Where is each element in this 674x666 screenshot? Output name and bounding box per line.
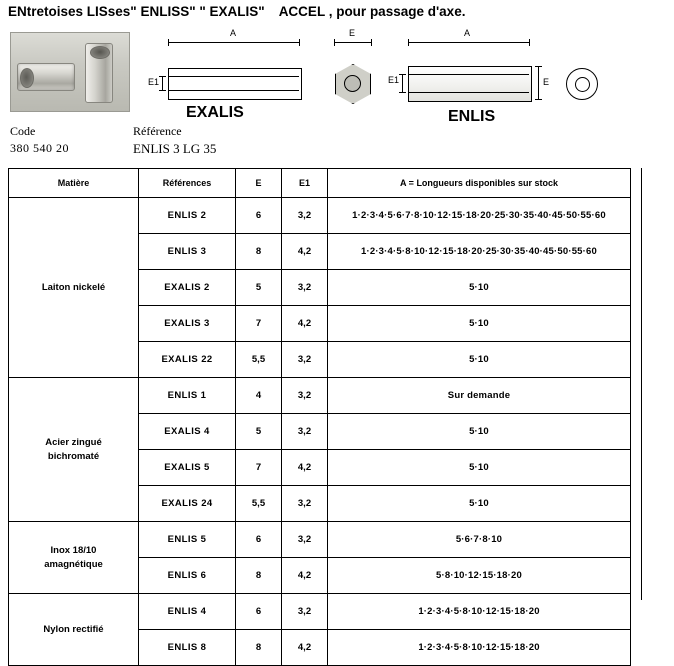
spec-table-head [9,169,631,198]
enlis-tube-body [408,66,532,102]
cell-reference: EXALIS 4 [139,414,236,450]
spec-table-wrap [8,168,630,666]
cell-e: 5,5 [236,342,282,378]
cell-lengths: 5·10 [328,270,631,306]
cell-e: 5,5 [236,486,282,522]
cell-e1: 3,2 [282,378,328,414]
page-edge-rule [641,168,642,600]
spec-table [8,168,631,666]
table-row [9,594,631,630]
cell-e: 8 [236,234,282,270]
cell-e: 5 [236,270,282,306]
cell-matiere: Nylon rectifié [9,594,139,666]
cell-e: 7 [236,450,282,486]
exalis-caption: EXALIS [186,104,244,121]
table-row [9,522,631,558]
cell-lengths: 1·2·3·4·5·8·10·12·15·18·20 [328,630,631,666]
sleeve-horizontal [17,63,75,91]
hex-section-drawing [326,26,382,122]
cell-e: 7 [236,306,282,342]
exalis-tube-body [168,68,302,100]
code-value: 380 540 20 [10,141,69,155]
illustration-band [0,22,674,125]
exalis-dim-e1-label: E1 [148,77,160,87]
cell-lengths: Sur demande [328,378,631,414]
enlis-dim-e-tick-bottom [535,99,542,100]
col-header-references: Références [139,169,236,198]
page-title [8,4,465,19]
cell-lengths: 1·2·3·4·5·8·10·12·15·18·20·25·30·35·40·45·50·55·60 [328,234,631,270]
enlis-dim-e1-label: E1 [388,75,400,85]
enlis-caption: ENLIS [448,108,496,125]
enlis-dim-e1-tick-top [399,74,406,75]
spec-table-body [9,198,631,666]
enlis-dim-e1-line [402,74,403,92]
cell-e1: 3,2 [282,486,328,522]
exalis-tube-inner-line-top [169,76,299,77]
cell-reference: EXALIS 2 [139,270,236,306]
cell-reference: ENLIS 4 [139,594,236,630]
code-label: Code [10,124,36,138]
cell-e1: 4,2 [282,306,328,342]
cell-e1: 4,2 [282,630,328,666]
cell-reference: EXALIS 5 [139,450,236,486]
sleeve-vertical [85,43,113,103]
enlis-dim-e-tick-top [535,66,542,67]
enlis-tube-inner-line-top [409,74,529,75]
cell-reference: ENLIS 8 [139,630,236,666]
cell-reference: EXALIS 24 [139,486,236,522]
cell-e1: 3,2 [282,342,328,378]
exalis-dim-e1-tick-bottom [159,90,166,91]
enlis-dim-e-line [538,66,539,100]
product-photo [10,32,130,112]
reference-block [133,124,216,157]
cell-reference: EXALIS 3 [139,306,236,342]
cell-lengths: 5·10 [328,450,631,486]
cell-e: 6 [236,594,282,630]
col-header-e: E [236,169,282,198]
cell-matiere: Laiton nickelé [9,198,139,378]
col-header-e1: E1 [282,169,328,198]
hex-dim-e-line [334,42,372,43]
exalis-dim-e1-tick-top [159,76,166,77]
enlis-dim-a-label: A [464,28,471,38]
cell-reference: EXALIS 22 [139,342,236,378]
cell-lengths: 1·2·3·4·5·8·10·12·15·18·20 [328,594,631,630]
reference-value: ENLIS 3 LG 35 [133,141,217,156]
cell-e: 8 [236,630,282,666]
cell-reference: ENLIS 1 [139,378,236,414]
cell-lengths: 5·10 [328,414,631,450]
exalis-dim-a-line [168,42,300,43]
cell-matiere: Acier zingué bichromaté [9,378,139,522]
cell-reference: ENLIS 6 [139,558,236,594]
exalis-drawing [150,26,320,122]
cell-e1: 4,2 [282,234,328,270]
cell-e1: 4,2 [282,558,328,594]
cell-reference: ENLIS 2 [139,198,236,234]
enlis-drawing [386,26,576,125]
enlis-tube-inner-line-bottom [409,92,529,93]
exalis-dim-a-tick-left [168,39,169,46]
cell-reference: ENLIS 3 [139,234,236,270]
cell-reference: ENLIS 5 [139,522,236,558]
table-row [9,198,631,234]
cell-e: 4 [236,378,282,414]
exalis-dim-a-tick-right [299,39,300,46]
table-header-row [9,169,631,198]
hex-dim-e-tick-right [371,39,372,46]
enlis-dim-a-tick-left [408,39,409,46]
cell-e: 6 [236,522,282,558]
col-header-matiere: Matière [9,169,139,198]
exalis-dim-a-label: A [230,28,237,38]
cell-e1: 3,2 [282,270,328,306]
cell-lengths: 5·6·7·8·10 [328,522,631,558]
cell-lengths: 5·10 [328,306,631,342]
enlis-dim-e1-tick-bottom [399,92,406,93]
hex-dim-e-tick-left [334,39,335,46]
exalis-dim-e1-line [162,76,163,90]
cell-e: 6 [236,198,282,234]
cell-e: 8 [236,558,282,594]
col-header-lengths: A = Longueurs disponibles sur stock [328,169,631,198]
cell-e1: 4,2 [282,450,328,486]
cell-lengths: 1·2·3·4·5·6·7·8·10·12·15·18·20·25·30·35·40·45·50·55·60 [328,198,631,234]
exalis-tube-inner-line-bottom [169,90,299,91]
reference-label: Référence [133,124,182,138]
enlis-dim-a-line [408,42,530,43]
hex-dim-e-label: E [349,28,356,38]
cell-e: 5 [236,414,282,450]
enlis-dim-a-tick-right [529,39,530,46]
page-title-part2: ACCEL , pour passage d'axe. [278,4,466,19]
cell-e1: 3,2 [282,198,328,234]
cell-lengths: 5·10 [328,342,631,378]
enlis-end-ring-inner [575,77,590,92]
cell-matiere: Inox 18/10 amagnétique [9,522,139,594]
hex-bore [344,75,361,92]
cell-lengths: 5·10 [328,486,631,522]
cell-e1: 3,2 [282,414,328,450]
cell-e1: 3,2 [282,522,328,558]
table-row [9,378,631,414]
code-block [10,124,69,156]
cell-lengths: 5·8·10·12·15·18·20 [328,558,631,594]
enlis-dim-e-label: E [543,77,550,87]
page-title-part1: ENtretoises LISses" ENLISS" " EXALIS" [8,4,265,19]
cell-e1: 3,2 [282,594,328,630]
